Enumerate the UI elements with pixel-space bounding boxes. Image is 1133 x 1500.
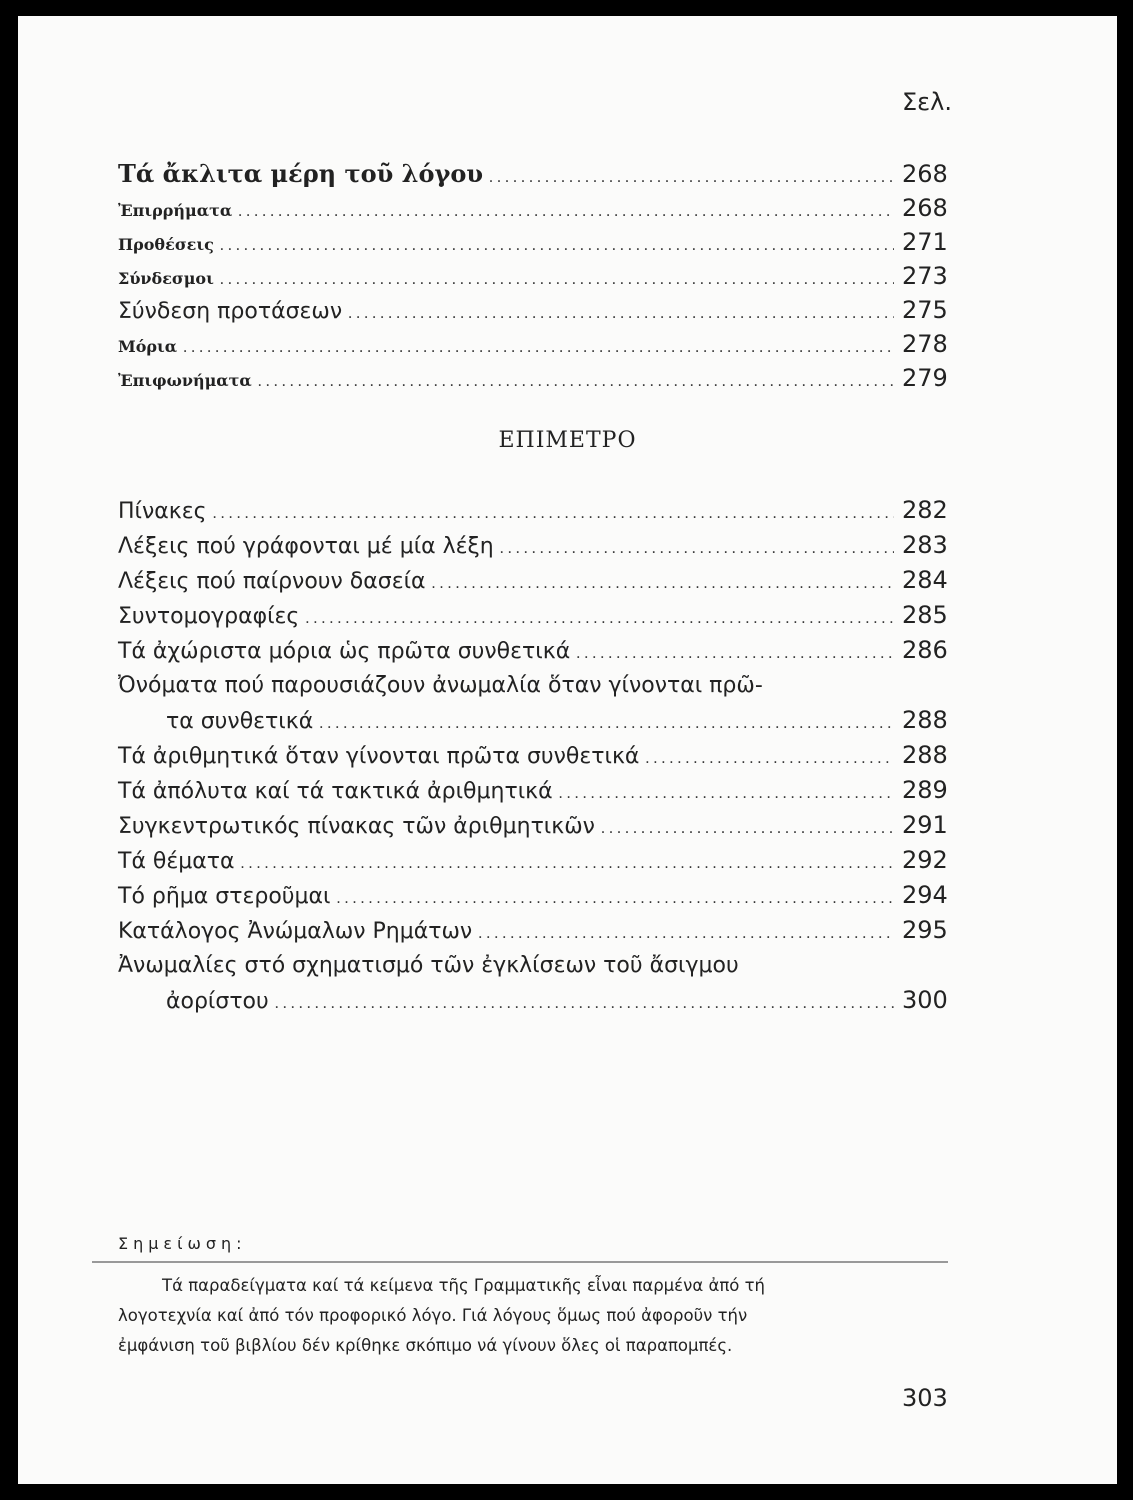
dot-leader [305,611,894,627]
dot-leader [576,646,894,662]
toc-entry-title: Τά ἄκλιτα μέρη τοῦ λόγου [118,159,483,188]
toc-entry-title: Προθέσεις [118,235,214,254]
toc-entry [118,533,946,558]
dot-leader [478,926,894,942]
dot-leader [241,856,894,872]
toc-entry-title: Μόρια [118,337,178,356]
toc-entry-page: 285 [902,601,948,629]
toc-entry-title: Συγκεντρωτικός πίνακας τῶν ἀριθμητικῶν [118,814,595,839]
toc-entry [118,918,946,943]
toc-entry-title: Τά ἀριθμητικά ὅταν γίνονται πρῶτα συνθετικά [118,744,640,769]
dot-leader [336,891,894,907]
toc-entry [118,366,946,390]
toc-entry-page: 291 [902,811,948,839]
note-line: λογοτεχνία καί ἀπό τόν προφορικό λόγο. Γιά λόγους ὅμως πού ἀφοροῦν τήν [118,1306,748,1325]
dot-leader [183,340,894,356]
section-heading: ΕΠΙΜΕΤΡΟ [498,428,637,453]
note-line: Τά παραδείγματα καί τά κείμενα τῆς Γραμματικῆς εἶναι παρμένα ἀπό τή [162,1276,765,1295]
dot-leader [258,374,894,390]
toc-entry-title: Τά ἀχώριστα μόρια ὡς πρῶτα συνθετικά [118,639,571,664]
dot-leader [500,541,894,557]
toc-entry-page: 295 [902,916,948,944]
toc-entry [118,568,946,593]
book-page [18,16,1117,1484]
toc-entry-page: 289 [902,776,948,804]
toc-entry [118,196,946,220]
dot-leader [601,821,894,837]
dot-leader [220,272,894,288]
toc-entry-page: 279 [902,364,948,392]
toc-entry [118,743,946,768]
page-column-label: Σελ. [902,88,952,116]
toc-entry-page: 271 [902,228,948,256]
dot-leader [238,204,894,220]
toc-entry-page: 283 [902,531,948,559]
note-label: Σημείωση: [118,1234,247,1253]
toc-entry-page: 284 [902,566,948,594]
toc-entry-page: 268 [902,194,948,222]
dot-leader [319,716,894,732]
toc-entry-page: 268 [902,160,948,188]
toc-entry-page: 282 [902,496,948,524]
dot-leader [489,170,894,186]
toc-entry-page: 288 [902,741,948,769]
toc-entry-title: Συντομογραφίες [118,604,300,629]
toc-entry-title: Τό ρῆμα στεροῦμαι [118,884,331,909]
page-number: 303 [902,1384,948,1412]
dot-leader [645,751,894,767]
note-line: ἐμφάνιση τοῦ βιβλίου δέν κρίθηκε σκόπιμο νά γίνουν ὅλες οἱ παραπομπές. [118,1336,733,1355]
toc-entry [118,603,946,628]
toc-entry-page: 294 [902,881,948,909]
toc-entry [118,638,946,663]
dot-leader [220,238,894,254]
toc-entry-page: 292 [902,846,948,874]
toc-entry-title: Ἐπιρρήματα [118,201,233,220]
toc-entry-page: 288 [902,706,948,734]
toc-entry [118,264,946,288]
dot-leader [432,576,894,592]
toc-entry-title: Τά θέματα [118,849,235,874]
toc-entry [166,988,946,1013]
toc-entry-page: 300 [902,986,948,1014]
toc-entry [118,230,946,254]
dot-leader [213,506,894,522]
note-divider [92,1261,948,1263]
toc-entry-page: 273 [902,262,948,290]
toc-entry [118,159,948,188]
toc-entry [118,498,946,523]
toc-entry-title: Πίνακες [118,499,207,524]
toc-entry [118,778,946,803]
toc-entry-page: 275 [902,296,948,324]
toc-entry-title-continuation: τα συνθετικά [166,709,314,734]
toc-entry [118,298,946,323]
dot-leader [275,996,894,1012]
toc-entry-page: 286 [902,636,948,664]
toc-entry-page: 278 [902,330,948,358]
dot-leader [348,306,894,322]
toc-entry-title-first-line: Ἀνωμαλίες στό σχηματισμό τῶν ἐγκλίσεων τοῦ ἄσιγμου [118,953,739,978]
toc-entry-title: Τά ἀπόλυτα καί τά τακτικά ἀριθμητικά [118,779,553,804]
toc-entry-title: Λέξεις πού γράφονται μέ μία λέξη [118,534,494,559]
toc-entry [118,883,946,908]
toc-entry-title: Κατάλογος Ἀνώμαλων Ρημάτων [118,919,473,944]
toc-entry-title: Λέξεις πού παίρνουν δασεία [118,569,426,594]
toc-entry [118,813,946,838]
toc-entry-title: Ἐπιφωνήματα [118,371,252,390]
dot-leader [559,786,894,802]
toc-entry-title-continuation: ἀορίστου [166,989,269,1014]
toc-entry-title-first-line: Ὀνόματα πού παρουσιάζουν ἀνωμαλία ὅταν γίνονται πρῶ- [118,673,763,698]
toc-entry-title: Σύνδεσμοι [118,269,214,288]
toc-entry [118,332,946,356]
toc-entry-title: Σύνδεση προτάσεων [118,299,343,324]
toc-entry [166,708,946,733]
toc-entry [118,848,946,873]
